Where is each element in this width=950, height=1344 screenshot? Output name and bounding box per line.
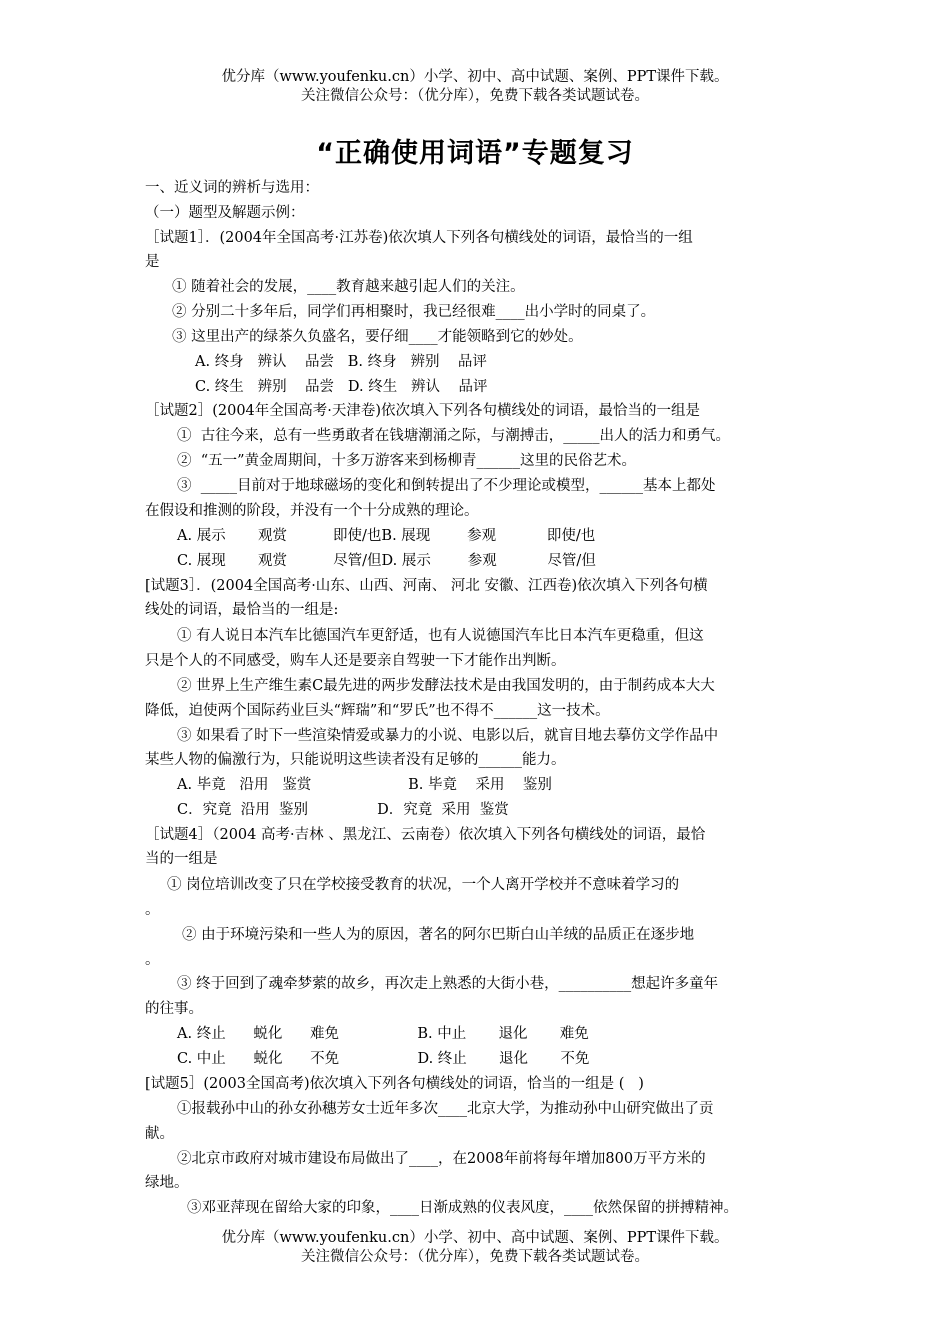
question-1-stem: ［试题1］．(2004年全国高考·江苏卷)依次填人下列各句横线处的词语，最恰当的一组 <box>145 230 693 246</box>
question-1-options-cd: C. 终生 辨别 品尝 D. 终生 辨认 品评 <box>195 379 488 395</box>
question-4-stem-cont: 当的一组是 <box>145 851 218 867</box>
question-2-sentence-2: ② “五一”黄金周期间，十多万游客来到杨柳青______这里的民俗艺术。 <box>177 453 637 469</box>
header-line-1: 优分库（www.youfenku.cn）小学、初中、高中试题、案例、PPT课件下载。 <box>221 69 729 85</box>
question-4-sentence-2: ② 由于环境污染和一些人为的原因，著名的阿尔巴斯白山羊绒的品质正在逐步地 <box>182 927 695 943</box>
question-3-sentence-1-cont: 只是个人的不同感受，购车人还是要亲自驾驶一下才能作出判断。 <box>145 653 566 669</box>
subsection-heading: （一）题型及解题示例： <box>145 205 305 221</box>
question-1-options-ab: A. 终身 辨认 品尝 B. 终身 辨别 品评 <box>195 354 487 370</box>
footer-line-1: 优分库（www.youfenku.cn）小学、初中、高中试题、案例、PPT课件下载。 <box>221 1230 729 1246</box>
question-4-options-ab: A. 终止 蜕化 难免 B. 中止 退化 难免 <box>177 1026 589 1042</box>
question-1-sentence-3: ③ 这里出产的绿茶久负盛名，要仔细____才能领略到它的妙处。 <box>172 329 583 345</box>
question-3-sentence-3: ③ 如果看了时下一些渲染情爱或暴力的小说、电影以后，就盲目地去摹仿文学作品中 <box>177 728 719 744</box>
question-4-sentence-3: ③ 终于回到了魂牵梦萦的故乡，再次走上熟悉的大街小巷，__________想起许多童年 <box>177 976 719 992</box>
question-5-sentence-2: ②北京市政府对城市建设布局做出了____，在2008年前将每年增加800万平方米的 <box>177 1151 706 1167</box>
question-2-options-cd: C. 展现 观赏 尽管/但D. 展示 参观 尽管/但 <box>177 553 596 569</box>
question-5-stem: [试题5］(2003全国高考)依次填入下列各句横线处的词语，恰当的一组是 ( ) <box>145 1076 644 1092</box>
question-3-sentence-2-cont: 降低，迫使两个国际药业巨头“辉瑞”和“罗氏”也不得不______这一技术。 <box>145 703 610 719</box>
question-4-sentence-1: ① 岗位培训改变了只在学校接受教育的状况，一个人离开学校并不意味着学习的 <box>167 877 680 893</box>
question-3-sentence-2: ② 世界上生产维生素C最先进的两步发酵法技术是由我国发明的，由于制药成本大大 <box>177 678 715 694</box>
question-1-sentence-1: ① 随着社会的发展，____教育越来越引起人们的关注。 <box>172 279 525 295</box>
question-1-sentence-2: ② 分别二十多年后，同学们再相聚时，我已经很难____出小学时的同桌了。 <box>172 304 656 320</box>
question-3-sentence-1: ① 有人说日本汽车比德国汽车更舒适，也有人说德国汽车比日本汽车更稳重，但这 <box>177 628 704 644</box>
section-heading: 一、近义词的辨析与选用： <box>145 180 319 196</box>
question-3-options-cd: C．究竟 沿用 鉴别 D．究竟 采用 鉴赏 <box>177 802 509 818</box>
question-3-options-ab: A. 毕竟 沿用 鉴赏 B. 毕竟 采用 鉴别 <box>177 777 552 793</box>
header-line-2: 关注微信公众号：（优分库），免费下载各类试题试卷。 <box>301 88 649 104</box>
question-4-options-cd: C. 中止 蜕化 不免 D. 终止 退化 不免 <box>177 1051 590 1067</box>
question-2-sentence-3-cont: 在假设和推测的阶段，并没有一个十分成熟的理论。 <box>145 503 479 519</box>
question-4-sentence-1-cont: 。 <box>145 902 160 918</box>
question-2-stem: ［试题2］(2004年全国高考·天津卷)依次填入下列各句横线处的词语，最恰当的一组是 <box>145 403 701 419</box>
question-5-sentence-1-cont: 献。 <box>145 1126 174 1142</box>
question-2-sentence-1: ① 古往今来，总有一些勇敢者在钱塘潮涌之际，与潮搏击，_____出人的活力和勇气。 <box>177 428 730 444</box>
question-3-stem-cont: 线处的词语，最恰当的一组是: <box>145 602 339 618</box>
question-1-stem-cont: 是 <box>145 254 160 270</box>
question-4-stem: ［试题4］（2004 高考·吉林 、黑龙江、云南卷）依次填入下列各句横线处的词语，最恰 <box>145 827 706 843</box>
question-4-sentence-2-cont: 。 <box>145 952 160 968</box>
question-5-sentence-1: ①报载孙中山的孙女孙穗芳女士近年多次____北京大学，为推动孙中山研究做出了贡 <box>177 1101 714 1117</box>
question-3-stem: [试题3］．(2004全国高考·山东、山西、河南、 河北 安徽、江西卷)依次填入下列各句横 <box>145 578 708 594</box>
question-3-sentence-3-cont: 某些人物的偏激行为，只能说明这些读者没有足够的______能力。 <box>145 752 566 768</box>
question-2-sentence-3: ③ _____目前对于地球磁场的变化和倒转提出了不少理论或模型，______基本上都处 <box>177 478 716 494</box>
question-5-sentence-3: ③邓亚萍现在留给大家的印象，____日渐成熟的仪表风度，____依然保留的拼搏精神。 <box>187 1200 738 1216</box>
question-2-options-ab: A. 展示 观赏 即使/也B. 展现 参观 即使/也 <box>177 528 596 544</box>
footer-line-2: 关注微信公众号：（优分库），免费下载各类试题试卷。 <box>301 1249 649 1265</box>
question-4-sentence-3-cont: 的往事。 <box>145 1001 203 1017</box>
page-title: “正确使用词语”专题复习 <box>316 138 634 169</box>
question-5-sentence-2-cont: 绿地。 <box>145 1175 189 1191</box>
